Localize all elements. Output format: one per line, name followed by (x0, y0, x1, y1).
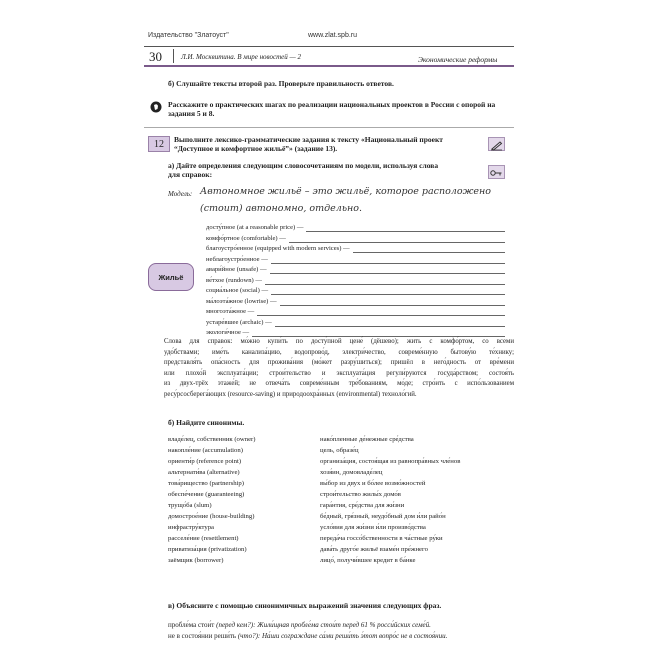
synonym-left-item: расселе́ние (resettlement) (168, 535, 239, 542)
example-line (168, 621, 431, 629)
header-top-rule (144, 46, 514, 47)
model-label: Модель: (168, 190, 193, 198)
header-bottom-rule (144, 65, 514, 67)
task-number-badge: 12 (148, 136, 170, 152)
synonym-right-item: цель, образе́ц (320, 447, 359, 454)
model-line1: Автономное жильё – это жильё, которое расположено (200, 186, 491, 197)
task-b-synonyms: б) Найдите синонимы. (168, 418, 245, 427)
synonym-right-item: строи́тельство жилы́х домо́в (320, 491, 401, 498)
section-title: Экономические реформы (418, 55, 498, 64)
example-answer: Жили́щная пробле́ма стои́т перед 61 % росси́йских семе́й. (257, 621, 431, 629)
answer-line[interactable] (265, 284, 505, 285)
answer-line[interactable] (280, 305, 505, 306)
synonym-right-item: переда́ча госсо́бственности в ча́стные ру́ки (320, 535, 443, 542)
synonym-left-item: ориенти́р (reference point) (168, 458, 242, 465)
example-phrase: пробле́ма стои́т (168, 621, 217, 629)
task-v: в) Объясните с помощью синонимичных выражений значения следующих фраз. (168, 601, 442, 610)
synonym-left-item: трущо́ба (slum) (168, 502, 212, 509)
header-divider (173, 49, 174, 63)
model-line2: (стоит) автономно, отдельно. (200, 203, 362, 214)
answer-line[interactable] (270, 273, 505, 274)
book-title: Л.И. Москвитина. В мире новостей — 2 (181, 53, 301, 61)
publisher: Издательство "Златоуст" (148, 32, 229, 39)
adjective-item: социа́льное (social) — (206, 287, 269, 294)
synonym-right-item: нако́пленные де́нежные сре́дства (320, 436, 414, 443)
synonym-left-item: заёмщик (borrower) (168, 557, 224, 564)
synonym-right-item: хозя́ин, домовладе́лец (320, 469, 383, 476)
answer-line[interactable] (271, 294, 505, 295)
publisher-url: www.zlat.spb.ru (308, 32, 358, 39)
synonym-right-item: гара́нтия, сре́дства для жи́зни (320, 502, 405, 509)
adjective-item: неблагоустро́енное — (206, 255, 268, 263)
reference-line: удо́бствами; име́ть канализа́цию, водопрово́д, электри́чество, совреме́нную бытову́ю те́хнику; (164, 348, 514, 356)
answer-line[interactable] (306, 231, 505, 232)
synonym-left-item: това́рищество (partnership) (168, 480, 244, 487)
reference-line: или плохо́й эксплуата́ции; строи́тельство и эксплуата́ция регули́руются госуда́рством; состоя́ть (164, 369, 514, 377)
synonym-right-item: дава́ть друго́е жильё взаме́н пре́жнего (320, 546, 428, 553)
separator-rule (144, 127, 514, 128)
synonym-right-item: лицо́, получи́вшее кредит в ба́нке (320, 557, 416, 564)
synonym-right-item: усло́вия для жи́зни и́ли произво́дства (320, 524, 426, 531)
answer-line[interactable] (289, 242, 505, 243)
adjective-item: благоустро́енное (equipped with modern services) — (206, 245, 350, 252)
speaking-head-icon (150, 101, 162, 113)
page-number: 30 (149, 49, 162, 64)
answer-line[interactable] (353, 252, 505, 253)
example-line (168, 632, 447, 640)
answer-line[interactable] (275, 326, 505, 327)
adjective-item: многоэта́жное — (206, 308, 255, 315)
answer-line[interactable] (257, 315, 505, 316)
task-a-line2: для справок: (168, 170, 213, 179)
synonym-right-item: вы́бор из двух и бо́лее возмо́жностей (320, 480, 426, 487)
task-b-listen: б) Слушайте тексты второй раз. Проверьте правильность ответов. (168, 79, 394, 88)
adjective-item: досту́пное (at a reasonable price) — (206, 224, 304, 231)
synonym-left-item: приватиза́ция (privatization) (168, 546, 247, 553)
synonym-left-item: домострое́ние (house-building) (168, 513, 255, 520)
example-phrase: не в состоя́нии реши́ть (168, 632, 238, 640)
reference-line: Слова для справок: мо́жно купи́ть по досту́пной цене́ (дёшево); жить с комфо́ртом, со всеми (164, 338, 514, 345)
synonym-left-item: альтернати́ва (alternative) (168, 469, 240, 476)
key-icon (488, 165, 505, 179)
answer-line[interactable] (271, 263, 505, 264)
task12-line1: Выполните лексико-грамматические задания к тексту «Национальный проект (174, 135, 443, 144)
adjective-item: экологи́чное — (206, 329, 250, 336)
synonym-left-item: инфрастру́ктура (168, 524, 215, 531)
task-tell: Расскажите о практических шагах по реализации национальных проектов в России с опорой на задания 5 и 8. (168, 100, 496, 118)
synonym-left-item: владе́лец, собственник (owner) (168, 436, 256, 443)
synonym-right-item: бе́дный, гря́зный, неудо́бный дом и́ли райо́н (320, 513, 446, 520)
example-answer: На́ши сограждане са́ми реши́ть э́тот вопро́с не в состоя́нии. (261, 632, 448, 640)
housing-badge: Жильё (148, 263, 194, 291)
reference-line: из двух-трёх этаже́й; не отвеча́ть совреме́нным тре́бованиям, мо́де; стро́ить с испо́льзованием (164, 380, 514, 387)
reference-line: ресу́рсосберега́ющих (resource-saving) и природоохра́нных (environmental) техноло́гий. (164, 390, 417, 398)
task12-line2: “Доступное и комфортное жильё”» (задание 13). (174, 144, 338, 153)
example-question: (что?): (237, 632, 262, 640)
adjective-item: комфо́ртное (comfortable) — (206, 234, 286, 242)
adjective-item: устаре́вшее (archaic) — (206, 318, 272, 326)
synonym-left-item: накопле́ние (accumulation) (168, 447, 243, 454)
synonym-left-item: обеспе́чение (guaranteeing) (168, 491, 245, 498)
pen-icon (488, 137, 505, 151)
synonym-right-item: организа́ция, состоя́щая из равнопра́вных чле́нов (320, 458, 461, 465)
adjective-item: авари́йное (unsafe) — (206, 266, 267, 273)
adjective-item: ма́лоэта́жное (lowrise) — (206, 297, 277, 305)
task-a-line1: а) Дайте определения следующим словосочетаниям по модели, используя слова (168, 161, 439, 170)
example-question: (перед кем?): (216, 621, 258, 629)
reference-line: представля́ть опа́сность для прожива́ния (мо́жет разру́шиться); пришёл в него́дность от вре́мени (164, 359, 514, 366)
adjective-item: ве́тхое (rundown) — (206, 276, 262, 284)
